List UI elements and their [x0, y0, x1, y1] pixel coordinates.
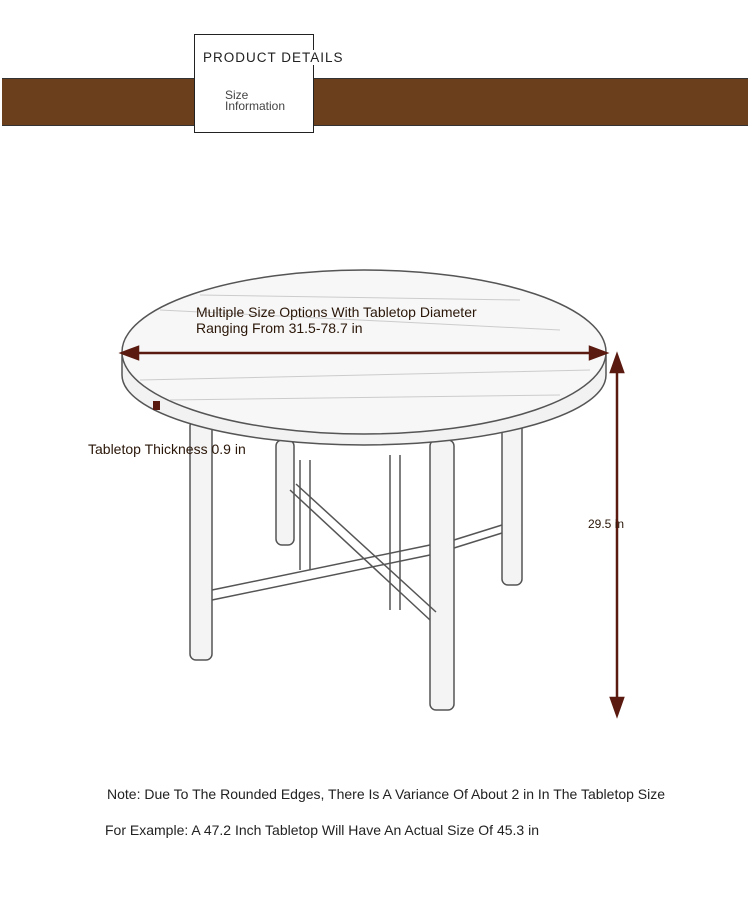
header-title: PRODUCT DETAILS [203, 50, 348, 65]
diameter-label [196, 304, 477, 336]
example-note: For Example: A 47.2 Inch Tabletop Will Have An Actual Size Of 45.3 in [105, 822, 539, 838]
subtitle-line1: Size [225, 88, 249, 102]
diameter-line1: Multiple Size Options With Tabletop Diameter [196, 304, 477, 320]
height-label: 29.5 in [588, 517, 625, 531]
diameter-line2: Ranging From 31.5-78.7 in [196, 320, 363, 336]
thickness-label: Tabletop Thickness 0.9 in [88, 441, 246, 457]
variance-note: Note: Due To The Rounded Edges, There Is A Variance Of About 2 in In The Tabletop Size [107, 786, 666, 802]
subtitle-line2: Information [225, 99, 286, 113]
